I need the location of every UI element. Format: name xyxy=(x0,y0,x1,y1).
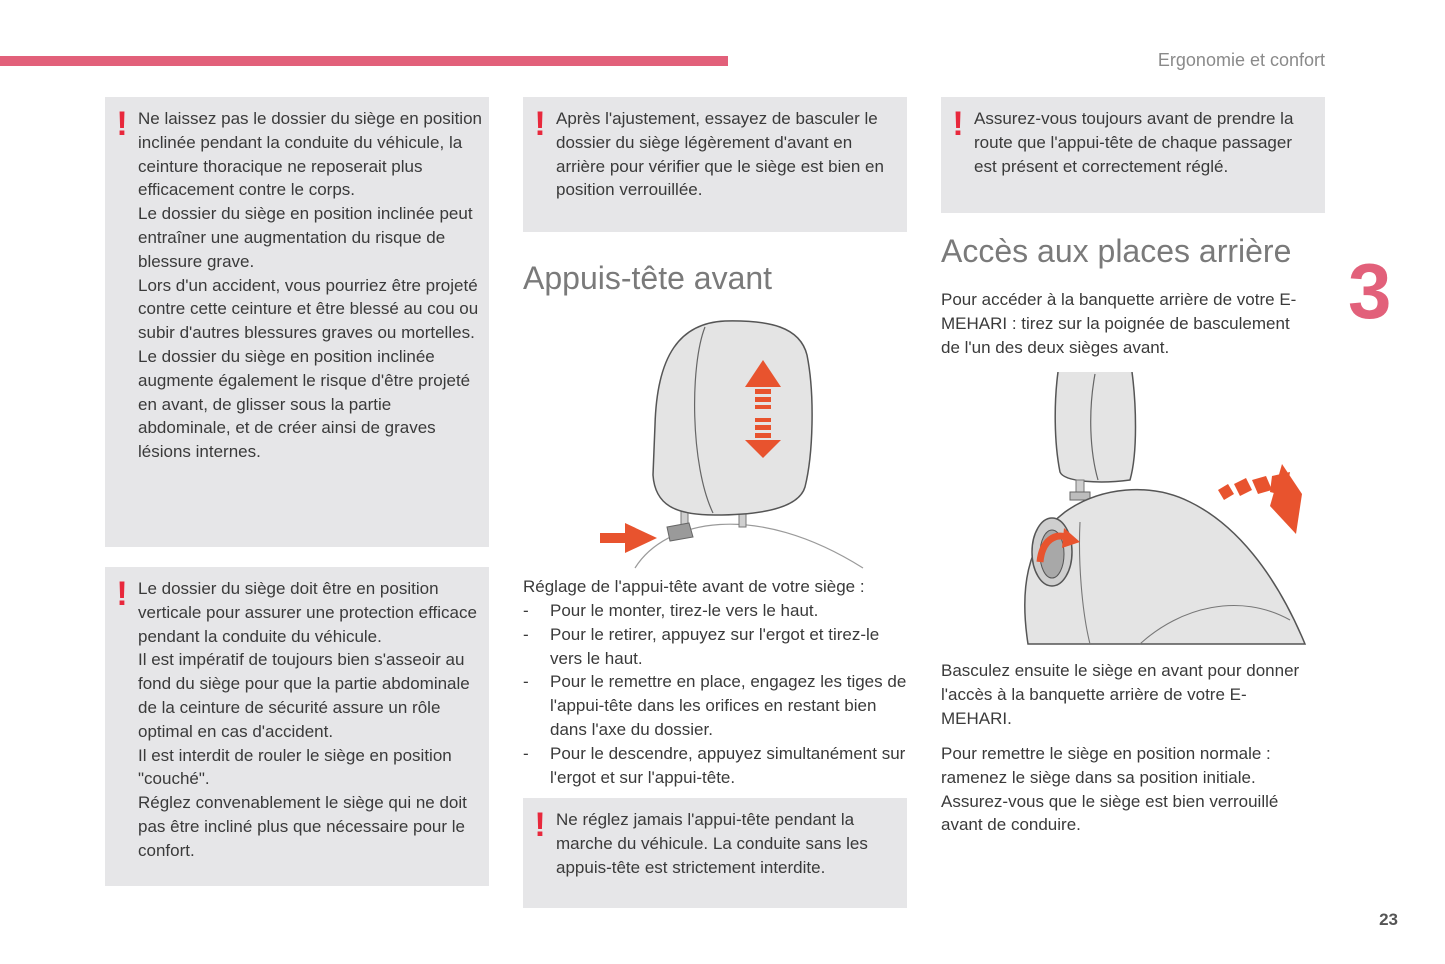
warning-paragraph: Ne réglez jamais l'appui-tête pendant la marche du véhicule. La conduite sans les appuis-tête est strictement interdite. xyxy=(556,810,868,877)
warning-text xyxy=(138,577,483,863)
rear-access-paragraph: Pour remettre le siège en position normale : ramenez le siège dans sa position initiale. Assurez-vous que le siège est bien verrouillé avant de conduire. xyxy=(941,744,1279,835)
warning-text xyxy=(974,107,1319,178)
warning-paragraph: Le dossier du siège doit être en position verticale pour assurer une protection efficace pendant la conduite du véhicule. xyxy=(138,579,477,646)
warning-paragraph: Lors d'un accident, vous pourriez être projeté contre cette ceinture et être blessé au cou ou subir d'autres blessures graves ou mortelles. xyxy=(138,275,479,343)
headrest-body xyxy=(1055,372,1135,482)
headrest-latch xyxy=(667,523,693,541)
rear-access-paragraph: Pour accéder à la banquette arrière de votre E-MEHARI : tirez sur la poignée de basculement de l'un des deux sièges avant. xyxy=(941,290,1297,357)
heading-acces-places-arriere: Accès aux places arrière xyxy=(941,233,1292,269)
warning-paragraph: Le dossier du siège en position inclinée peut entraîner une augmentation du risque de blessure grave. xyxy=(138,204,473,271)
seat-tilt-illustration xyxy=(1020,372,1310,647)
exclamation-icon: ! xyxy=(534,806,546,844)
headrest-instructions-list xyxy=(523,599,908,789)
warning-text xyxy=(138,107,483,464)
forward-arrow-icon xyxy=(1218,484,1234,500)
warning-paragraph: Réglez convenablement le siège qui ne doit pas être incliné plus que nécessaire pour le confort. xyxy=(138,793,467,860)
section-title: Ergonomie et confort xyxy=(1157,50,1325,70)
warning-paragraph: Il est interdit de rouler le siège en position "couché". xyxy=(138,745,452,789)
exclamation-icon: ! xyxy=(534,105,546,143)
warning-paragraph: Le dossier du siège en position inclinée augmente également le risque d'être projeté en avant, de glisser sous la partie abdominale, et de créer ainsi de graves lésions internes. xyxy=(138,346,471,462)
headrest-illustration xyxy=(595,315,870,570)
top-accent-bar xyxy=(0,56,728,66)
warning-paragraph: Après l'ajustement, essayez de basculer le dossier du siège légèrement d'avant en arrière pour vérifier que le siège est bien en position verrouillée. xyxy=(556,109,884,200)
heading-appuis-tete-avant: Appuis-tête avant xyxy=(523,260,773,296)
headrest-intro: Réglage de l'appui-tête avant de votre siège : xyxy=(523,577,865,596)
chapter-number: 3 xyxy=(1348,247,1392,335)
warning-text xyxy=(556,808,901,879)
warning-paragraph: Ne laissez pas le dossier du siège en position inclinée pendant la conduite du véhicule, la ceinture thoracique ne reposerait plus efficacement contre le corps. xyxy=(138,109,482,200)
exclamation-icon: ! xyxy=(116,575,128,613)
warning-paragraph: Il est impératif de toujours bien s'asseoir au fond du siège pour que la partie abdominale de la ceinture de sécurité assure un rôle optimal en cas d'accident. xyxy=(138,650,470,741)
list-item: - Pour le descendre, appuyez simultanément sur l'ergot et sur l'appui-tête. xyxy=(523,743,906,787)
warning-box-check-lock xyxy=(523,97,907,232)
warning-paragraph: Assurez-vous toujours avant de prendre la route que l'appui-tête de chaque passager est présent et correctement réglé. xyxy=(974,109,1294,176)
warning-text xyxy=(556,107,901,202)
list-item: - Pour le retirer, appuyez sur l'ergot et tirez-le vers le haut. xyxy=(523,624,880,668)
rear-access-paragraph: Basculez ensuite le siège en avant pour donner l'accès à la banquette arrière de votre E-MEHARI. xyxy=(941,661,1300,728)
headrest-body xyxy=(653,321,812,515)
list-item: - Pour le remettre en place, engagez les tiges de l'appui-tête dans les orifices en restant bien dans l'axe du dossier. xyxy=(523,672,907,739)
list-item: - Pour le monter, tirez-le vers le haut. xyxy=(523,601,819,620)
exclamation-icon: ! xyxy=(116,105,128,143)
warning-box-reclined-seat xyxy=(105,97,489,547)
page-number: 23 xyxy=(1379,910,1398,929)
warning-box-vertical-seat xyxy=(105,567,489,886)
warning-box-no-adjust-driving xyxy=(523,798,907,908)
warning-box-headrest-present xyxy=(941,97,1325,213)
exclamation-icon: ! xyxy=(952,105,964,143)
